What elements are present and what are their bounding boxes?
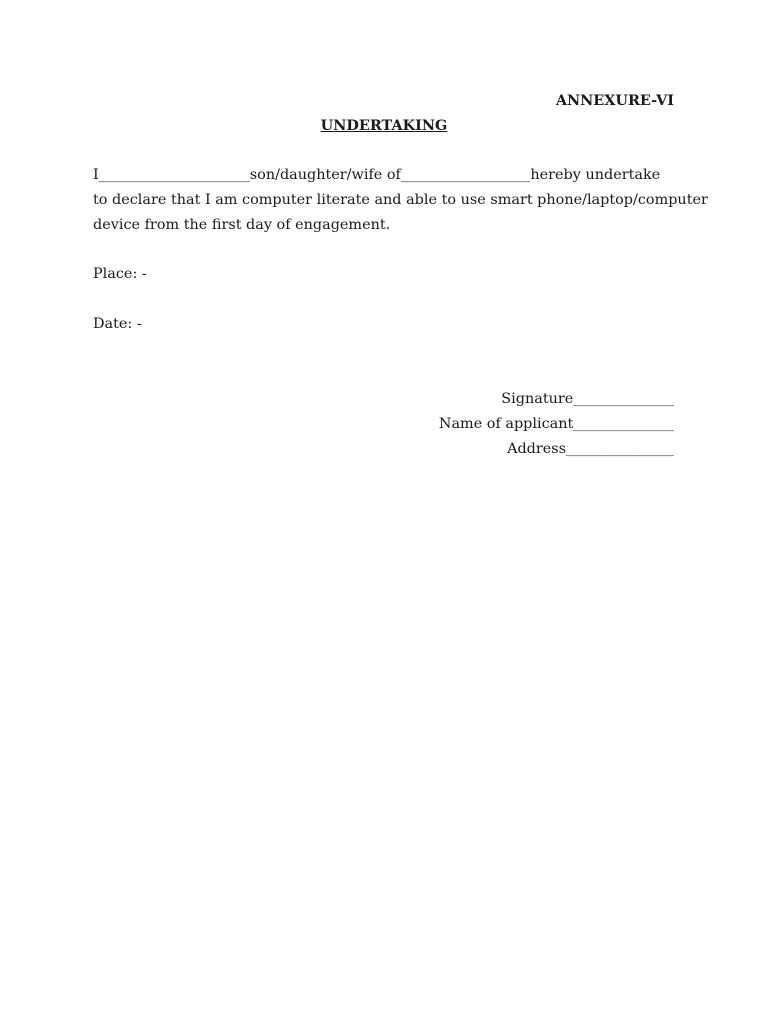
- place-field: Place: -: [93, 266, 147, 282]
- document-title: UNDERTAKING: [320, 117, 448, 134]
- applicant-name-line: Name of applicant______________: [438, 416, 674, 432]
- date-field: Date: -: [93, 316, 142, 332]
- paragraph-line: to declare that I am computer literate and able to use smart phone/laptop/computer: [93, 192, 708, 208]
- annexure-label: ANNEXURE-VI: [555, 92, 674, 109]
- signature-block: [439, 387, 674, 462]
- undertaking-paragraph: [93, 163, 708, 238]
- paragraph-line: device from the first day of engagement.: [93, 217, 391, 233]
- signature-line: Signature______________: [501, 391, 674, 407]
- address-line: Address_______________: [507, 441, 674, 457]
- paragraph-line: I_____________________son/daughter/wife of__________________hereby undertake: [93, 167, 661, 183]
